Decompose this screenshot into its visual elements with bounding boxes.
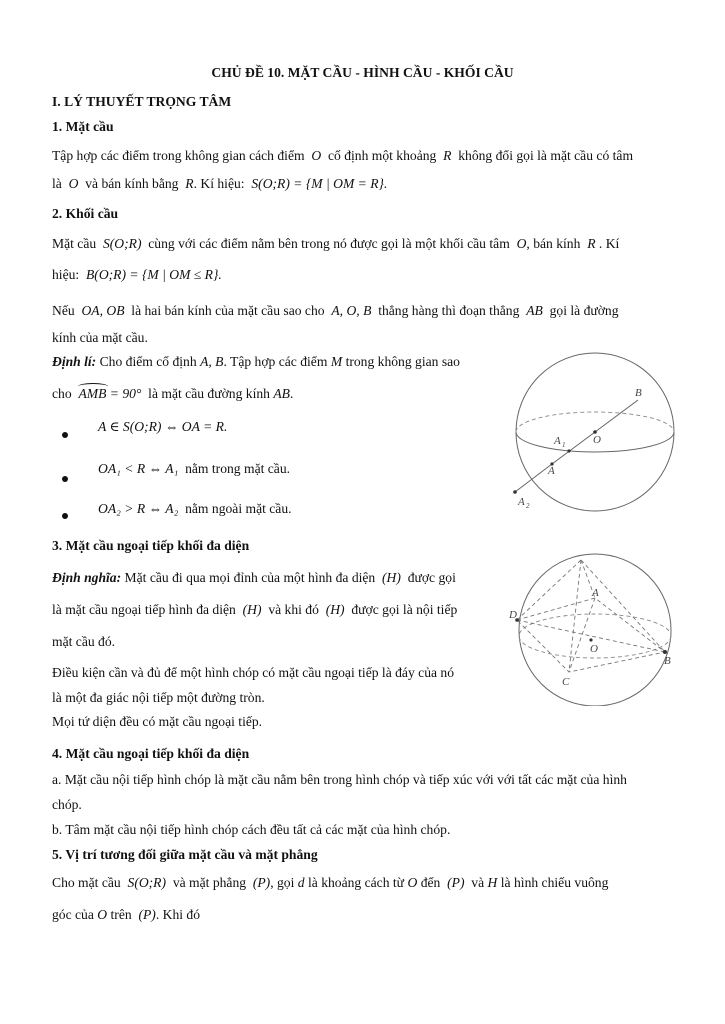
math: S(O;R) <box>102 236 142 251</box>
section-heading: I. LÝ THUYẾT TRỌNG TÂM <box>52 94 232 109</box>
text: là mặt cầu đường kính <box>148 386 270 401</box>
math: AB <box>526 303 543 318</box>
text: trong không gian sao <box>345 354 460 369</box>
theorem-line-2 <box>52 385 293 403</box>
math: R <box>587 236 596 251</box>
text: không đổi gọi là mặt cầu có tâm <box>458 148 634 163</box>
text: Cho mặt cầu <box>52 875 121 890</box>
para-5-line-2 <box>52 906 200 924</box>
math: O <box>311 148 322 163</box>
bullet-1: A ∈ S(O;R) ⇔ OA = R. <box>98 419 228 434</box>
para-2-line-2 <box>52 266 222 284</box>
bullet-dot <box>62 476 68 482</box>
text: cho <box>52 386 72 401</box>
math: OA, OB <box>81 303 125 318</box>
para-1-line-1 <box>52 147 633 165</box>
text: . Khi đó <box>155 907 201 922</box>
math: (P) <box>138 907 156 922</box>
formula: OA₂ > R ⇔ A₂ <box>98 501 179 516</box>
point-O <box>589 638 592 641</box>
label-B: B <box>635 387 642 399</box>
definition-line-3: mặt cầu đó. <box>52 634 116 649</box>
text: là mặt cầu ngoại tiếp hình đa diện <box>52 602 236 617</box>
label-A: A <box>592 587 599 599</box>
para-2-line-1 <box>52 235 619 253</box>
segment-A-A2 <box>515 464 552 492</box>
edge-SB <box>581 560 665 652</box>
condition-line-2: là một đa giác nội tiếp một đường tròn. <box>52 690 265 705</box>
text: Nếu <box>52 303 75 318</box>
text: gọi là đường <box>549 303 619 318</box>
math: (H) <box>325 602 345 617</box>
heading-2: 2. Khối cầu <box>52 206 119 221</box>
label-A2-sub: 2 <box>526 502 530 510</box>
label-D: D <box>509 609 517 621</box>
theorem-line-1 <box>52 353 460 371</box>
angle-formula <box>78 386 141 401</box>
text: là <box>52 176 62 191</box>
angle-arc <box>78 383 108 390</box>
text: là hai bán kính của mặt cầu sao cho <box>131 303 325 318</box>
text: thẳng hàng thì đoạn thẳng <box>378 303 520 318</box>
theorem-label: Định lí: <box>52 354 97 369</box>
para-4a-line-1: a. Mặt cầu nội tiếp hình chóp là mặt cầu nằm bên trong hình chóp và tiếp xúc với với tất các mặt của hình <box>52 772 627 787</box>
math: (H) <box>382 570 401 585</box>
page-title: CHỦ ĐỀ 10. MẶT CẦU - HÌNH CẦU - KHỐI CẦU <box>211 65 514 80</box>
condition-line-1: Điều kiện cần và đủ để một hình chóp có mặt cầu ngoại tiếp là đáy của nó <box>52 665 455 680</box>
text: và khi đó <box>268 602 319 617</box>
label-A2: A <box>518 496 525 508</box>
text: , bán kính <box>526 236 581 251</box>
circumscribed-sphere-figure <box>507 548 683 706</box>
math: H <box>487 875 498 890</box>
text: Tập hợp các điểm trong không gian cách điểm <box>52 148 305 163</box>
radius-OB <box>595 400 638 432</box>
text: Mặt cầu đi qua mọi đỉnh của một hình đa diện <box>124 570 376 585</box>
text: là khoảng cách từ <box>307 875 405 890</box>
text: và bán kính bằng <box>85 176 179 191</box>
text: , gọi <box>270 875 295 890</box>
text: được gọi là nội tiếp <box>351 602 458 617</box>
heading-1: 1. Mặt cầu <box>52 119 114 134</box>
bullet-2 <box>98 460 290 478</box>
text: nằm trong mặt cầu. <box>185 461 291 476</box>
text: cùng với các điểm nằm bên trong nó được gọi là một khối cầu tâm <box>148 236 510 251</box>
math: O <box>68 176 79 191</box>
formula: B(O;R) = {M | OM ≤ R}. <box>85 267 222 282</box>
text: và <box>471 875 485 890</box>
heading-5: 5. Vị trí tương đối giữa mặt cầu và mặt phẳng <box>52 847 318 862</box>
math: R <box>185 176 194 191</box>
math: (P) <box>252 875 271 890</box>
para-4a-line-2: chóp. <box>52 797 82 812</box>
math: d <box>297 875 305 890</box>
text: trên <box>110 907 132 922</box>
text: và mặt phẳng <box>172 875 247 890</box>
point-B <box>663 650 667 654</box>
condition-line-3: Mọi tứ diện đều có mặt cầu ngoại tiếp. <box>52 714 263 729</box>
equator-back <box>516 412 674 432</box>
para-3-line-1 <box>52 302 619 320</box>
math: (P) <box>447 875 465 890</box>
formula: OA₁ < R ⇔ A₁ <box>98 461 179 476</box>
edge-SC <box>569 560 581 672</box>
math: S(O;R) <box>127 875 167 890</box>
heading-4: 4. Mặt cầu ngoại tiếp khối đa diện <box>52 746 250 761</box>
bullet-3 <box>98 500 292 518</box>
label-C: C <box>562 676 570 688</box>
label-A: A <box>548 465 555 477</box>
label-O: O <box>593 434 601 446</box>
para-3-line-2: kính của mặt cầu. <box>52 330 148 345</box>
bullet-dot <box>62 513 68 519</box>
point-A1 <box>567 449 570 452</box>
text: . Kí hiệu: <box>193 176 245 191</box>
label-B: B <box>664 655 671 667</box>
text: hiệu: <box>52 267 80 282</box>
sphere-figure <box>505 352 685 512</box>
math: A, O, B <box>331 303 372 318</box>
text: . Kí <box>598 236 620 251</box>
formula: S(O;R) = {M | OM = R}. <box>251 176 388 191</box>
definition-label: Định nghĩa: <box>52 570 122 585</box>
base-polygon <box>517 598 665 672</box>
text: góc của <box>52 907 94 922</box>
para-1-line-2 <box>52 175 387 193</box>
bullet-dot <box>62 432 68 438</box>
text: cố định một khoảng <box>327 148 437 163</box>
math: O <box>516 236 527 251</box>
text: đến <box>420 875 441 890</box>
definition-line-2 <box>52 601 457 619</box>
math: AB <box>273 386 290 401</box>
text: Cho điểm cố định <box>99 354 197 369</box>
math: (H) <box>242 602 262 617</box>
math: A, B <box>200 354 224 369</box>
point-A2 <box>513 490 517 494</box>
math: O <box>407 875 418 890</box>
label-A1-sub: 1 <box>562 441 566 449</box>
para-4b: b. Tâm mặt cầu nội tiếp hình chóp cách đều tất cả các mặt của hình chóp. <box>52 822 451 837</box>
sphere-outline <box>519 554 671 706</box>
heading-3: 3. Mặt cầu ngoại tiếp khối đa diện <box>52 538 250 553</box>
math: AMB = 90° <box>78 386 142 401</box>
text: nằm ngoài mặt cầu. <box>185 501 292 516</box>
label-O: O <box>590 643 598 655</box>
text: . Tập hợp các điểm <box>223 354 328 369</box>
text: . <box>289 386 294 401</box>
text: được gọi <box>407 570 456 585</box>
definition-line-1 <box>52 569 456 587</box>
math: R <box>443 148 452 163</box>
label-A1: A <box>554 435 561 447</box>
text: là hình chiếu vuông <box>500 875 609 890</box>
diagonal-AC <box>569 598 595 672</box>
text: Mặt cầu <box>52 236 97 251</box>
para-5-line-1 <box>52 874 608 892</box>
math: O <box>97 907 108 922</box>
math: M <box>330 354 343 369</box>
